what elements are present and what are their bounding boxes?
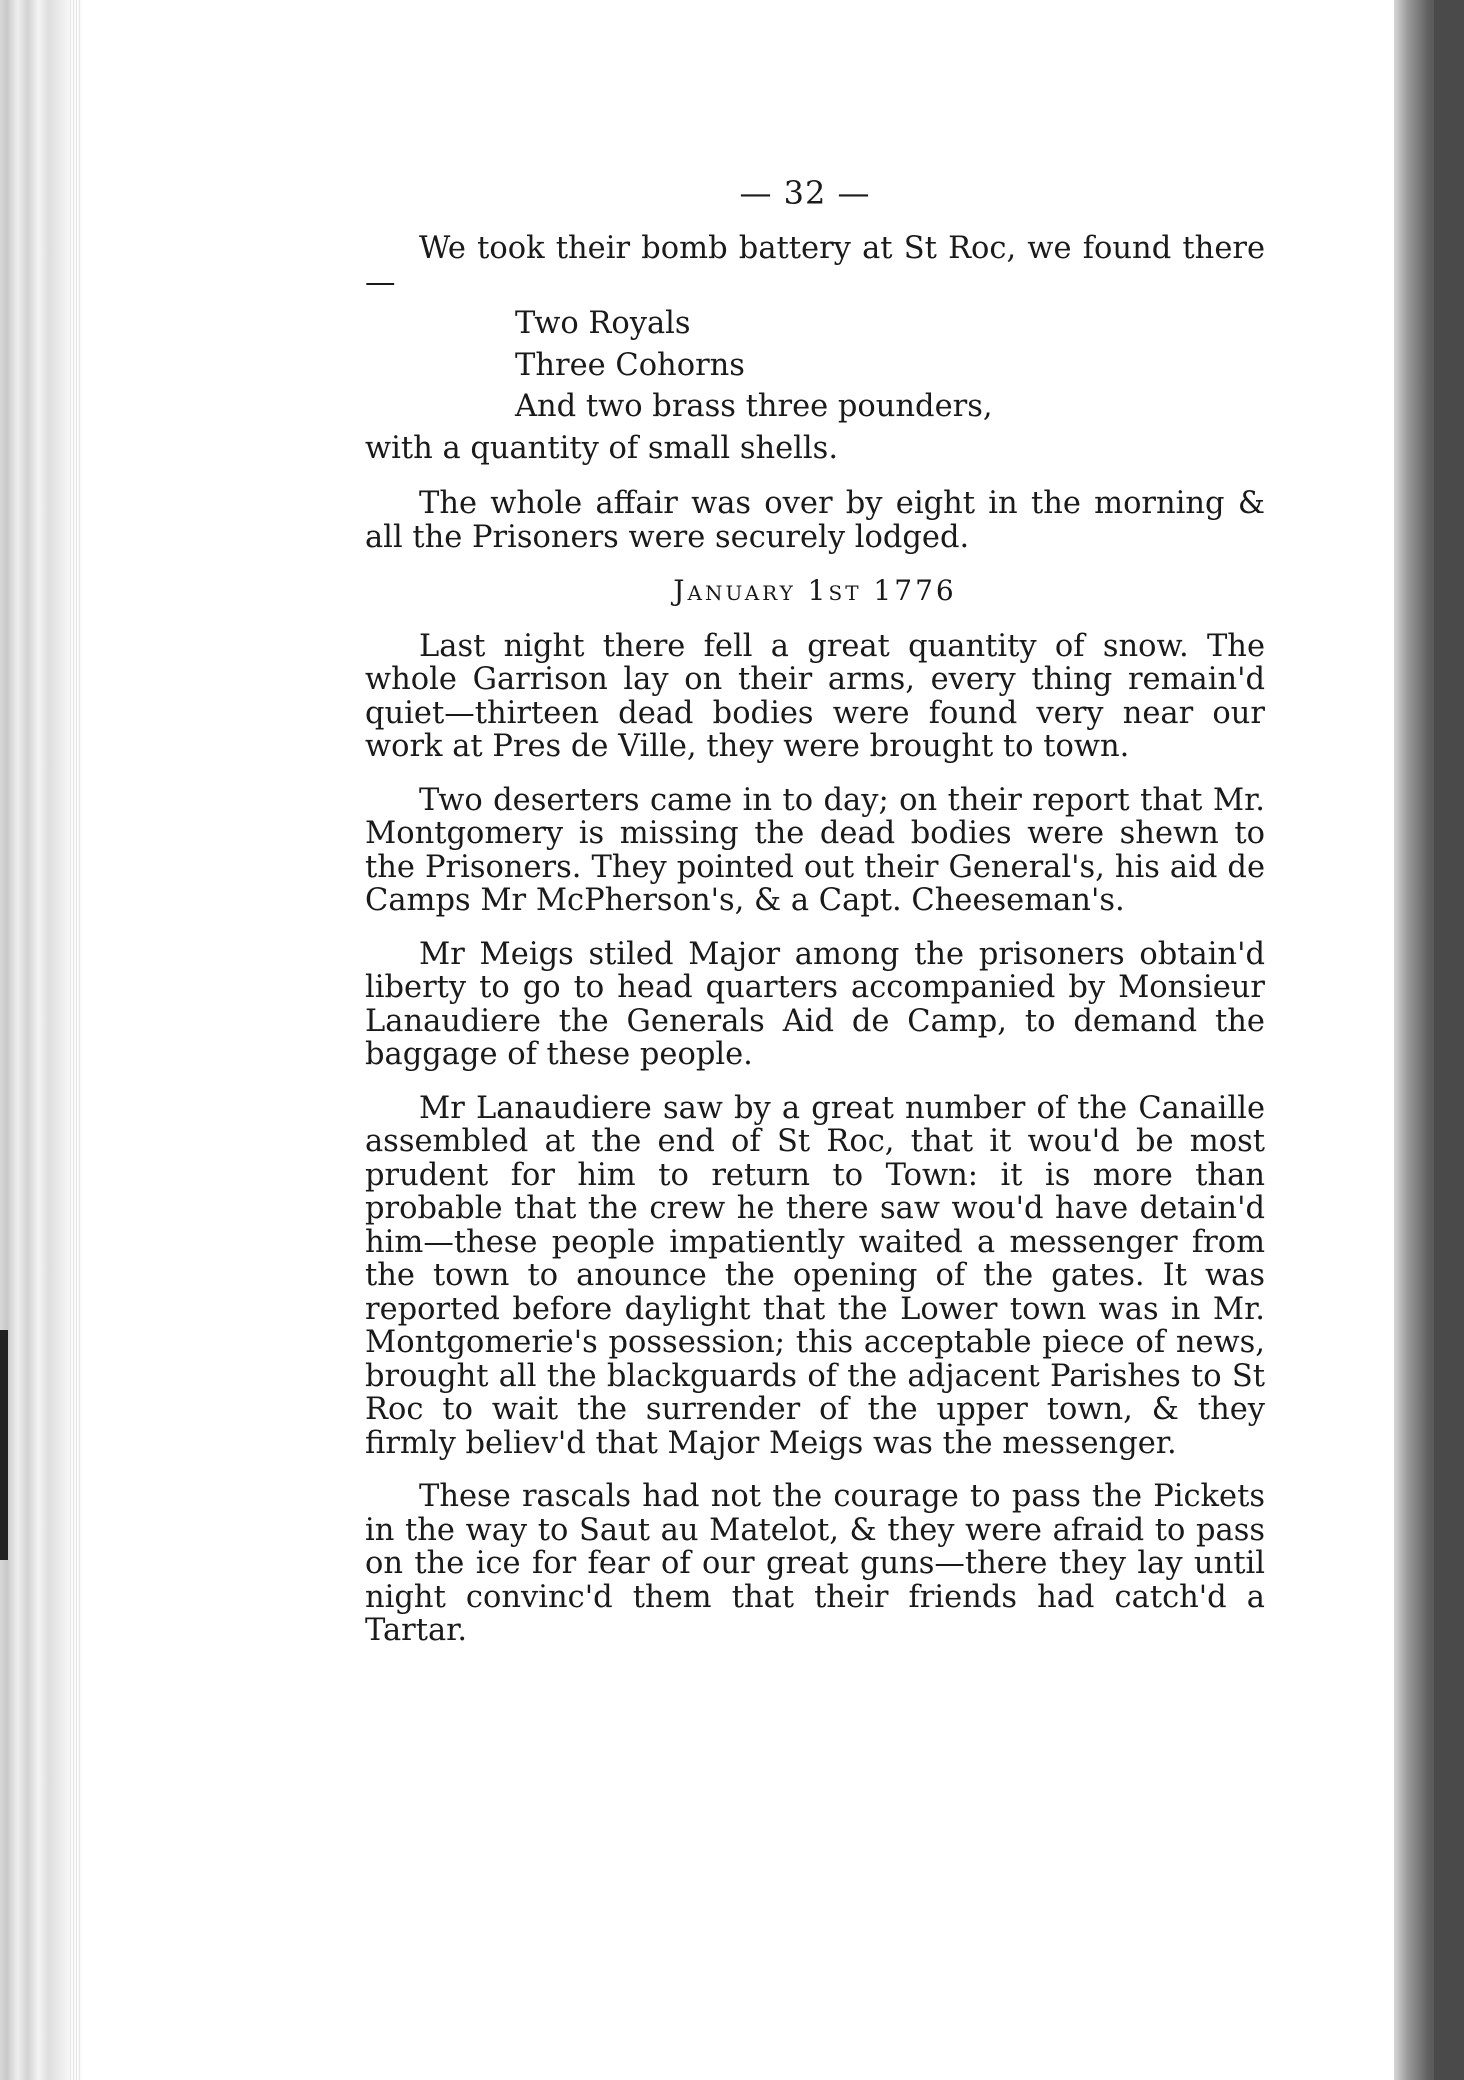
list-item: And two brass three pounders, bbox=[515, 389, 993, 424]
document-page bbox=[355, 0, 1265, 2080]
binding-shadow bbox=[0, 1330, 8, 1560]
captured-items-list bbox=[365, 307, 1265, 424]
paragraph-meigs: Mr Meigs stiled Major among the prisoners obtain'd liberty to go to head quarters accompanied by Monsieur Lanaudiere the Generals Aid de Camp, to demand the baggage of these people. bbox=[365, 936, 1265, 1072]
paragraph-deserters: Two deserters came in to day; on their report that Mr. Montgomery is missing the dead bodies were shewn to the Prisoners. They pointed out their General's, his aid de Camps Mr McPherson's, & a Capt. Cheeseman's. bbox=[365, 782, 1265, 918]
page-binding-edge bbox=[0, 0, 70, 2080]
page-stack-lines bbox=[70, 0, 82, 2080]
body-text bbox=[365, 232, 1265, 1668]
paragraph-rascals: These rascals had not the courage to pass the Pickets in the way to Saut au Matelot, & they were afraid to pass on the ice for fear of our great guns—there they lay until night convinc'd them that their friends had catch'd a Tartar. bbox=[365, 1479, 1265, 1648]
list-item: Three Cohorns bbox=[515, 347, 745, 383]
paragraph-affair: The whole affair was over by eight in the morning & all the Prisoners were securely lodged. bbox=[365, 486, 1265, 555]
list-continuation: with a quantity of small shells. bbox=[365, 430, 839, 466]
date-heading: January 1st 1776 bbox=[673, 574, 957, 607]
right-page-shadow bbox=[1434, 0, 1464, 2080]
paragraph-bomb-battery: We took their bomb battery at St Roc, we found there— bbox=[365, 231, 1265, 300]
page-number: — 32 — bbox=[739, 174, 871, 212]
list-item: Two Royals bbox=[515, 306, 691, 341]
paragraph-snow: Last night there fell a great quantity of snow. The whole Garrison lay on their arms, every thing remain'd quiet—thirteen dead bodies were found very near our work at Pres de Ville, they were brought to town. bbox=[365, 628, 1265, 764]
paragraph-lanaudiere: Mr Lanaudiere saw by a great number of the Canaille assembled at the end of St Roc, that it wou'd be most prudent for him to return to Town: it is more than probable that the crew he there saw wou'd have detain'd him—these people impatiently waited a messenger from the town to anounce the opening of the gates. It was reported before daylight that the Lower town was in Mr. Montgomerie's possession; this acceptable piece of news, brought all the blackguards of the adjacent Parishes to St Roc to wait the surrender of the upper town, & they firmly believ'd that Major Meigs was the messenger. bbox=[365, 1090, 1265, 1461]
